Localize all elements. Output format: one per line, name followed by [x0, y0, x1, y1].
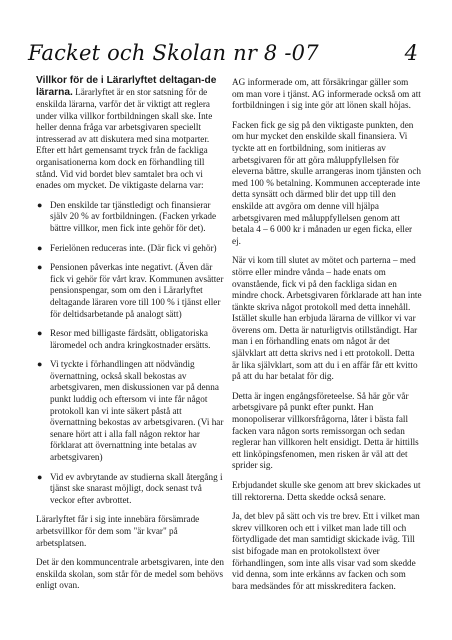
- list-item-text: Ferielönen reduceras inte. (Där fick vi gehör): [50, 242, 217, 253]
- terms-list: [36, 200, 224, 507]
- paragraph: Ja, det blev på sätt och vis tre brev. Ett i vilket man skrev villkoren och ett i vilket man lade till och förtydligade det man samtidigt skickade iväg. Till sist bifogade man en protokollstext över förhandlingen, som inte alls visar vad som skedde vid denna, som inte erkänns av facken och som bara medsändes för att misskreditera facken.: [232, 511, 420, 591]
- paragraph: Lärarlyftet får i sig inte innebära försämrade arbetsvillkor för dem som "är kvar" på arbetsplatsen.: [36, 514, 200, 548]
- bullet-icon: ●: [37, 328, 43, 339]
- paragraph: När vi kom till slutet av mötet och parterna – med större eller mindre vånda – hade enats om ovanstående, fick vi på den fackliga sidan en mindre chock. Arbetsgivaren förklarade att han inte tänkte skriva något protokoll med detta innehåll. Istället skulle han erbjuda lärarna de villkor vi var överens om. Detta är naturligtvis otillständigt. Har man i en förhandling enats om något är det självklart att detta skrivs ned i ett protokoll. Detta är lika självklart, som att du i en affär får ett kvitto på att du har betalat för dig.: [232, 255, 422, 382]
- article-intro: Lärarlyftet är en stor satsning för de enskilda lärarna, varför det är viktigt att reglera under vilka villkor fortbildningen skall ske. Inte heller denna fråga var arbetsgivaren speciellt intresserad av att diskutera med sina motparter. Efter ett hårt gemensamt tryck från de fackliga organisationerna kom dock en förhandling till stånd. Vid vid bordet blev samtalet bra och vi enades om mycket. De viktigaste delarna var:: [36, 87, 213, 191]
- list-item-text: Resor med billigaste färdsätt, obligatoriska läromedel och andra kringkostnader ersätts.: [50, 328, 211, 350]
- article-heading: Villkor för de i Lärarlyftet deltagan-de lärarna.: [36, 75, 217, 98]
- page-header: [28, 40, 418, 70]
- bullet-icon: ●: [37, 262, 43, 273]
- paragraph: Erbjudandet skulle ske genom att brev skickades ut till rektorerna. Detta skedde också senare.: [232, 480, 421, 502]
- list-item-text: Den enskilde tar tjänstledigt och finansierar själv 20 % av fortbildningen. (Facken yrkade bättre villkor, men fick inte gehör för det).: [50, 199, 217, 233]
- list-item: [37, 359, 224, 463]
- bullet-icon: ●: [37, 359, 43, 370]
- page-number: 4: [404, 41, 418, 65]
- list-item-text: Vi tyckte i förhandlingen att nödvändig övernattning, också skall bekostas av arbetsgivaren, men diskussionen var på denna punkt luddig och eftersom vi inte får något protokoll kan vi inte säkert påstå att övernattning bekostas av arbetsgivaren. (Vi har senare hört att i alla fall någon rektor har förklarat att övernattning inte betalas av arbetsgivaren): [50, 359, 224, 463]
- list-item: [37, 242, 224, 255]
- paragraph: Det är den kommuncentrale arbetsgivaren, inte den enskilda skolan, som står för de medel som behövs enligt ovan.: [36, 557, 225, 591]
- list-item-text: Vid ev avbrytande av studierna skall återgång i tjänst ske snarast möjligt, dock senast två veckor efter avbrottet.: [50, 471, 223, 505]
- right-column: [232, 77, 422, 600]
- paragraph: Detta är ingen engångsföreteelse. Så här gör vår arbetsgivare på punkt efter punkt. Han monopoliserar villkorsfrågorna, låter i bästa fall facken vara någon sorts remissorgan och sedan reglerar han villkoren helt ensidigt. Detta är hittills ett linköpingsfenomen, men risken är väl att det sprider sig.: [232, 390, 419, 471]
- list-item: [37, 199, 224, 235]
- article-text: [36, 75, 224, 192]
- bullet-icon: ●: [37, 242, 43, 253]
- list-item: [37, 328, 224, 351]
- list-item: [37, 262, 224, 320]
- list-item: [37, 471, 224, 507]
- left-column: [36, 75, 224, 600]
- paragraph: Facken fick ge sig på den viktigaste punkten, den om hur mycket den enskilde skall finansiera. Vi tyckte att en fortbildning, som initieras av arbetsgivaren för att göra måluppfyllelsen för eleverna bättre, skulle arrangeras inom tjänsten och med 100 % betalning. Kommunen accepterade inte detta synsätt och därmed blir det upp till den enskilde att avgöra om denne vill hjälpa arbetsgivaren med måluppfyllelsen genom att betala 4 – 6 000 kr i månaden ur egen ficka, eller ej.: [232, 119, 422, 246]
- bullet-icon: ●: [37, 471, 43, 482]
- paragraph: AG informerade om, att försäkringar gäller som om man vore i tjänst. AG informerade också om att fortbildningen i sig inte gör att lönen skall höjas.: [232, 77, 421, 111]
- newsletter-title: Facket och Skolan nr 8 -07: [28, 41, 319, 65]
- list-item-text: Pensionen påverkas inte negativt. (Även där fick vi gehör för vårt krav. Kommunen avsätter pensionspengar, som om den i Lärarlyftet deltagande läraren vore till 100 % i tjänst eller för deltidsarbetande på analogt sätt): [50, 262, 224, 319]
- bullet-icon: ●: [37, 199, 43, 210]
